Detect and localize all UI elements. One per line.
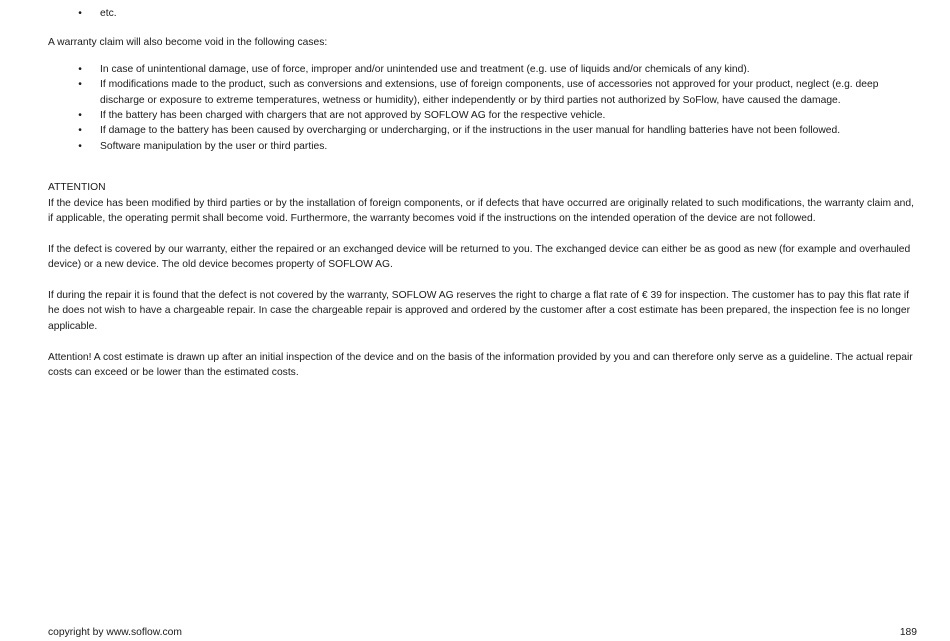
cost-estimate-paragraph: Attention! A cost estimate is drawn up after an initial inspection of the device and on the basis of the information provided by you and can therefore only serve as a guideline. The actual repair costs can exceed or be lower than the estimated costs.: [48, 351, 913, 379]
footer-copyright: copyright by www.soflow.com: [48, 627, 182, 638]
page-number: 189: [899, 627, 917, 638]
inspection-fee-paragraph: If during the repair it is found that the defect is not covered by the warranty, SOFLOW AG reserves the right to charge a flat rate of € 39 for inspection. The customer has to pay this flat rate if he does not wish to have a chargeable repair. In case the chargeable repair is approved and ordered by the customer after a cost estimate has been prepared, the inspection fee is no longer applicable.: [48, 290, 911, 332]
void-cases-list: [48, 62, 914, 154]
attention-section: [48, 180, 914, 226]
void-cases-intro: A warranty claim will also become void in the following cases:: [48, 37, 328, 49]
attention-heading: ATTENTION: [48, 182, 106, 194]
list-item: [48, 77, 914, 108]
bullet-icon: •: [78, 63, 82, 75]
list-item: [48, 62, 914, 77]
continued-list: [48, 6, 914, 21]
list-item: [48, 123, 914, 138]
document-page: [48, 6, 914, 396]
list-item: [48, 6, 914, 21]
bullet-icon: •: [78, 110, 82, 122]
bullet-icon: •: [78, 125, 82, 137]
bullet-icon: •: [78, 8, 82, 19]
warranty-return-paragraph: If the defect is covered by our warranty, either the repaired or an exchanged device will be returned to you. The exchanged device can either be as good as new (for example and overhauled device) or a new device. The old device becomes property of SOFLOW AG.: [48, 243, 911, 271]
list-item-text: If damage to the battery has been caused by overcharging or undercharging, or if the instructions in the user manual for handling batteries have not been followed.: [100, 125, 841, 137]
list-item: [48, 139, 914, 154]
attention-text: If the device has been modified by third parties or by the installation of foreign components, or if defects that have occurred are originally related to such modifications, the warranty claim and, if applicable, the operating permit shall become void. Furthermore, the warranty becomes void if the instructions on the intended operation of the device are not followed.: [48, 197, 914, 225]
list-item-text: In case of unintentional damage, use of force, improper and/or unintended use and treatment (e.g. use of liquids and/or chemicals of any kind).: [100, 63, 750, 75]
list-item-text: Software manipulation by the user or third parties.: [100, 140, 328, 152]
list-item: [48, 108, 914, 123]
list-item-text: etc.: [100, 8, 117, 19]
bullet-icon: •: [78, 79, 82, 91]
list-item-text: If the battery has been charged with chargers that are not approved by SOFLOW AG for the respective vehicle.: [100, 110, 606, 122]
bullet-icon: •: [78, 140, 82, 152]
list-item-text: If modifications made to the product, such as conversions and extensions, use of foreign components, use of accessories not approved for your product, neglect (e.g. deep discharge or exposure to extreme temperatures, wetness or humidity), either independently or by third parties not authorized by SoFlow, have caused the damage.: [100, 79, 879, 106]
